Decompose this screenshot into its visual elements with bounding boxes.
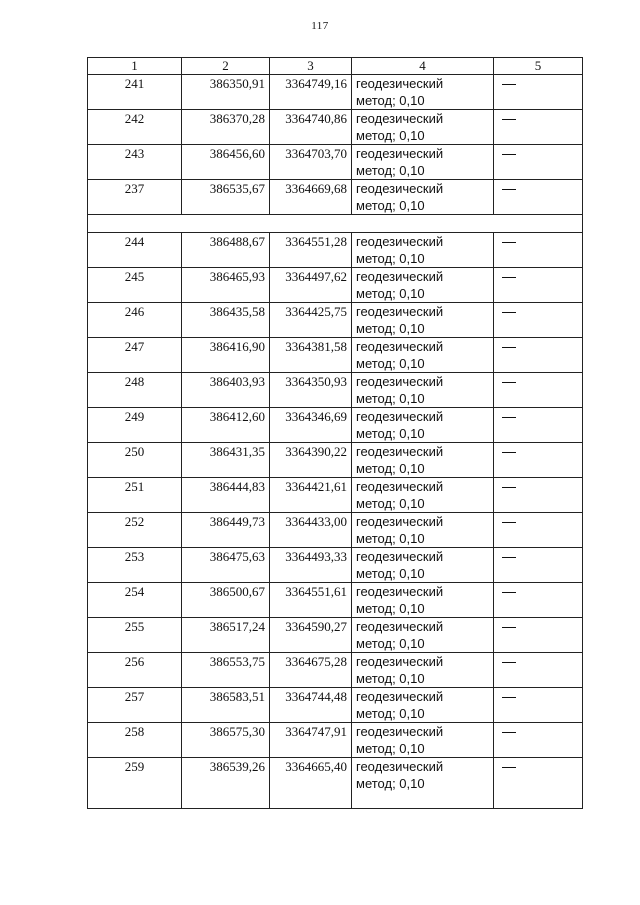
dash-mark <box>502 382 516 383</box>
method-line-1: геодезический <box>356 111 444 126</box>
table-row <box>88 618 583 653</box>
description-cell <box>494 513 583 548</box>
method-cell <box>352 688 494 723</box>
x-coordinate-cell: 386583,51 <box>182 688 270 723</box>
table-row <box>88 75 583 110</box>
description-cell <box>494 583 583 618</box>
y-coordinate-cell: 3364350,93 <box>270 373 352 408</box>
table-row <box>88 653 583 688</box>
point-number-cell: 242 <box>88 110 182 145</box>
description-cell <box>494 723 583 758</box>
method-line-2: метод; 0,10 <box>356 636 425 651</box>
point-number-cell: 251 <box>88 478 182 513</box>
point-number-cell: 250 <box>88 443 182 478</box>
method-line-1: геодезический <box>356 146 444 161</box>
point-number-cell: 252 <box>88 513 182 548</box>
point-number-cell: 258 <box>88 723 182 758</box>
method-line-2: метод; 0,10 <box>356 496 425 511</box>
x-coordinate-cell: 386431,35 <box>182 443 270 478</box>
header-cell-5: 5 <box>494 58 583 75</box>
method-cell <box>352 583 494 618</box>
method-line-1: геодезический <box>356 724 444 739</box>
x-coordinate-cell: 386539,26 <box>182 758 270 809</box>
method-cell <box>352 618 494 653</box>
method-line-1: геодезический <box>356 689 444 704</box>
description-cell <box>494 373 583 408</box>
dash-mark <box>502 312 516 313</box>
table-row <box>88 513 583 548</box>
table-row <box>88 110 583 145</box>
method-line-1: геодезический <box>356 76 444 91</box>
method-line-1: геодезический <box>356 549 444 564</box>
method-line-1: геодезический <box>356 409 444 424</box>
table-row <box>88 443 583 478</box>
x-coordinate-cell: 386370,28 <box>182 110 270 145</box>
dash-mark <box>502 452 516 453</box>
dash-mark <box>502 627 516 628</box>
dash-mark <box>502 119 516 120</box>
method-line-1: геодезический <box>356 479 444 494</box>
point-number-cell: 253 <box>88 548 182 583</box>
method-cell <box>352 548 494 583</box>
dash-mark <box>502 417 516 418</box>
point-number-cell: 249 <box>88 408 182 443</box>
point-number-cell: 243 <box>88 145 182 180</box>
method-cell <box>352 338 494 373</box>
x-coordinate-cell: 386403,93 <box>182 373 270 408</box>
description-cell <box>494 233 583 268</box>
y-coordinate-cell: 3364381,58 <box>270 338 352 373</box>
point-number-cell: 244 <box>88 233 182 268</box>
table-row <box>88 688 583 723</box>
point-number-cell: 246 <box>88 303 182 338</box>
separator-row <box>88 215 583 233</box>
method-cell <box>352 145 494 180</box>
point-number-cell: 248 <box>88 373 182 408</box>
description-cell <box>494 75 583 110</box>
table-row <box>88 145 583 180</box>
table-row <box>88 548 583 583</box>
table-row <box>88 338 583 373</box>
x-coordinate-cell: 386475,63 <box>182 548 270 583</box>
method-line-1: геодезический <box>356 181 444 196</box>
x-coordinate-cell: 386416,90 <box>182 338 270 373</box>
y-coordinate-cell: 3364590,27 <box>270 618 352 653</box>
dash-mark <box>502 697 516 698</box>
table-body <box>88 75 583 809</box>
x-coordinate-cell: 386449,73 <box>182 513 270 548</box>
y-coordinate-cell: 3364433,00 <box>270 513 352 548</box>
y-coordinate-cell: 3364497,62 <box>270 268 352 303</box>
method-line-1: геодезический <box>356 619 444 634</box>
table-row <box>88 478 583 513</box>
method-line-1: геодезический <box>356 514 444 529</box>
method-line-2: метод; 0,10 <box>356 776 425 791</box>
table-row <box>88 583 583 618</box>
table-row <box>88 758 583 809</box>
point-number-cell: 245 <box>88 268 182 303</box>
x-coordinate-cell: 386456,60 <box>182 145 270 180</box>
table-row <box>88 233 583 268</box>
description-cell <box>494 618 583 653</box>
x-coordinate-cell: 386350,91 <box>182 75 270 110</box>
header-cell-1: 1 <box>88 58 182 75</box>
method-line-1: геодезический <box>356 759 444 774</box>
dash-mark <box>502 347 516 348</box>
point-number-cell: 257 <box>88 688 182 723</box>
description-cell <box>494 268 583 303</box>
method-cell <box>352 233 494 268</box>
table-row <box>88 408 583 443</box>
method-cell <box>352 758 494 809</box>
method-line-1: геодезический <box>356 584 444 599</box>
method-line-1: геодезический <box>356 269 444 284</box>
method-cell <box>352 443 494 478</box>
x-coordinate-cell: 386412,60 <box>182 408 270 443</box>
point-number-cell: 247 <box>88 338 182 373</box>
header-cell-3: 3 <box>270 58 352 75</box>
method-line-2: метод; 0,10 <box>356 706 425 721</box>
method-cell <box>352 268 494 303</box>
description-cell <box>494 758 583 809</box>
description-cell <box>494 303 583 338</box>
method-cell <box>352 513 494 548</box>
method-line-2: метод; 0,10 <box>356 198 425 213</box>
point-number-cell: 259 <box>88 758 182 809</box>
method-line-2: метод; 0,10 <box>356 601 425 616</box>
point-number-cell: 241 <box>88 75 182 110</box>
method-line-1: геодезический <box>356 444 444 459</box>
method-line-2: метод; 0,10 <box>356 671 425 686</box>
description-cell <box>494 110 583 145</box>
dash-mark <box>502 662 516 663</box>
dash-mark <box>502 732 516 733</box>
method-cell <box>352 180 494 215</box>
coordinates-table <box>87 57 583 809</box>
method-line-2: метод; 0,10 <box>356 93 425 108</box>
dash-mark <box>502 154 516 155</box>
point-number-cell: 254 <box>88 583 182 618</box>
point-number-cell: 237 <box>88 180 182 215</box>
x-coordinate-cell: 386575,30 <box>182 723 270 758</box>
description-cell <box>494 408 583 443</box>
description-cell <box>494 145 583 180</box>
x-coordinate-cell: 386435,58 <box>182 303 270 338</box>
y-coordinate-cell: 3364669,68 <box>270 180 352 215</box>
header-cell-4: 4 <box>352 58 494 75</box>
y-coordinate-cell: 3364551,61 <box>270 583 352 618</box>
y-coordinate-cell: 3364749,16 <box>270 75 352 110</box>
method-line-2: метод; 0,10 <box>356 356 425 371</box>
y-coordinate-cell: 3364421,61 <box>270 478 352 513</box>
y-coordinate-cell: 3364493,33 <box>270 548 352 583</box>
x-coordinate-cell: 386553,75 <box>182 653 270 688</box>
separator-cell <box>88 215 583 233</box>
method-line-2: метод; 0,10 <box>356 286 425 301</box>
method-line-1: геодезический <box>356 339 444 354</box>
description-cell <box>494 338 583 373</box>
y-coordinate-cell: 3364665,40 <box>270 758 352 809</box>
method-line-2: метод; 0,10 <box>356 741 425 756</box>
header-row <box>88 58 583 75</box>
y-coordinate-cell: 3364551,28 <box>270 233 352 268</box>
dash-mark <box>502 242 516 243</box>
method-line-2: метод; 0,10 <box>356 391 425 406</box>
x-coordinate-cell: 386465,93 <box>182 268 270 303</box>
table-row <box>88 303 583 338</box>
y-coordinate-cell: 3364740,86 <box>270 110 352 145</box>
method-cell <box>352 478 494 513</box>
table-row <box>88 268 583 303</box>
method-line-2: метод; 0,10 <box>356 426 425 441</box>
x-coordinate-cell: 386488,67 <box>182 233 270 268</box>
dash-mark <box>502 487 516 488</box>
dash-mark <box>502 84 516 85</box>
dash-mark <box>502 522 516 523</box>
method-line-2: метод; 0,10 <box>356 321 425 336</box>
method-cell <box>352 408 494 443</box>
method-line-1: геодезический <box>356 374 444 389</box>
method-cell <box>352 303 494 338</box>
method-line-2: метод; 0,10 <box>356 531 425 546</box>
method-line-2: метод; 0,10 <box>356 461 425 476</box>
method-line-1: геодезический <box>356 234 444 249</box>
header-cell-2: 2 <box>182 58 270 75</box>
description-cell <box>494 688 583 723</box>
method-line-2: метод; 0,10 <box>356 566 425 581</box>
y-coordinate-cell: 3364747,91 <box>270 723 352 758</box>
point-number-cell: 255 <box>88 618 182 653</box>
table-row <box>88 373 583 408</box>
method-line-1: геодезический <box>356 654 444 669</box>
point-number-cell: 256 <box>88 653 182 688</box>
description-cell <box>494 653 583 688</box>
y-coordinate-cell: 3364425,75 <box>270 303 352 338</box>
y-coordinate-cell: 3364675,28 <box>270 653 352 688</box>
dash-mark <box>502 557 516 558</box>
dash-mark <box>502 189 516 190</box>
y-coordinate-cell: 3364744,48 <box>270 688 352 723</box>
method-cell <box>352 373 494 408</box>
x-coordinate-cell: 386517,24 <box>182 618 270 653</box>
y-coordinate-cell: 3364703,70 <box>270 145 352 180</box>
dash-mark <box>502 592 516 593</box>
y-coordinate-cell: 3364390,22 <box>270 443 352 478</box>
table-row <box>88 180 583 215</box>
table-row <box>88 723 583 758</box>
method-cell <box>352 110 494 145</box>
method-line-1: геодезический <box>356 304 444 319</box>
description-cell <box>494 180 583 215</box>
method-line-2: метод; 0,10 <box>356 128 425 143</box>
method-cell <box>352 723 494 758</box>
dash-mark <box>502 767 516 768</box>
y-coordinate-cell: 3364346,69 <box>270 408 352 443</box>
method-line-2: метод; 0,10 <box>356 163 425 178</box>
page-number: 117 <box>311 20 329 32</box>
x-coordinate-cell: 386535,67 <box>182 180 270 215</box>
dash-mark <box>502 277 516 278</box>
method-cell <box>352 653 494 688</box>
x-coordinate-cell: 386500,67 <box>182 583 270 618</box>
description-cell <box>494 478 583 513</box>
method-line-2: метод; 0,10 <box>356 251 425 266</box>
description-cell <box>494 443 583 478</box>
description-cell <box>494 548 583 583</box>
method-cell <box>352 75 494 110</box>
x-coordinate-cell: 386444,83 <box>182 478 270 513</box>
